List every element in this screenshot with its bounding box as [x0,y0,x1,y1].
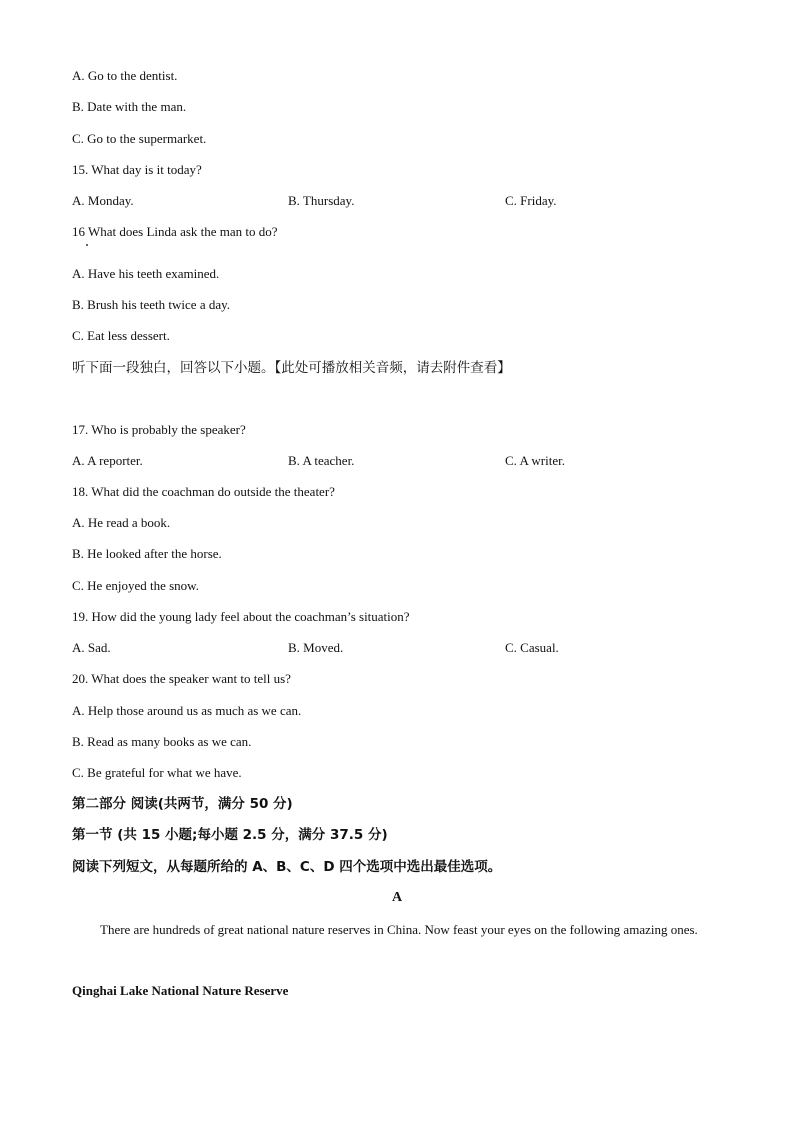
q19-option-b: B. Moved. [288,640,344,655]
q17-option-a: A. A reporter. [72,453,143,468]
q16-question: 16 What does Linda ask the man to do? [72,224,278,239]
q17-question: 17. Who is probably the speaker? [72,422,246,437]
subheading: Qinghai Lake National Nature Reserve [72,983,289,998]
q16-option-c: C. Eat less dessert. [72,328,170,343]
reading-instruction: 阅读下列短文，从每题所给的 A、B、C、D 四个选项中选出最佳选项。 [72,859,502,875]
q15-option-b: B. Thursday. [288,193,355,208]
q15-option-a: A. Monday. [72,193,134,208]
q14-option-c: C. Go to the supermarket. [72,131,207,146]
q18-option-b: B. He looked after the horse. [72,546,222,561]
q15-option-c: C. Friday. [505,193,557,208]
q16-option-b: B. Brush his teeth twice a day. [72,297,231,312]
q15-question: 15. What day is it today? [72,162,202,177]
q17-option-b: B. A teacher. [288,453,355,468]
monologue-instruction: 听下面一段独白，回答以下小题。【此处可播放相关音频，请去附件查看】 [72,360,511,376]
q20-option-b: B. Read as many books as we can. [72,734,252,749]
q19-option-c: C. Casual. [505,640,559,655]
q14-option-b: B. Date with the man. [72,99,187,114]
q19-question: 19. How did the young lady feel about the coachman’s situation? [72,609,410,624]
q16-option-a: A. Have his teeth examined. [72,266,220,281]
q17-option-c: C. A writer. [505,453,565,468]
q20-question: 20. What does the speaker want to tell us? [72,671,291,686]
q20-option-a: A. Help those around us as much as we can. [72,703,302,718]
part2-title: 第二部分 阅读(共两节，满分 50 分) [72,796,293,812]
q18-option-a: A. He read a book. [72,515,171,530]
q18-option-c: C. He enjoyed the snow. [72,578,199,593]
q14-option-a: A. Go to the dentist. [72,68,178,83]
passage-label: A [391,890,403,905]
section1-title: 第一节 (共 15 小题;每小题 2.5 分，满分 37.5 分) [72,827,388,843]
stray-dot [86,244,88,246]
q20-option-c: C. Be grateful for what we have. [72,765,242,780]
q19-option-a: A. Sad. [72,640,111,655]
passage-intro: There are hundreds of great national nature reserves in China. Now feast your eyes on the following amazing ones. [100,922,698,937]
q18-question: 18. What did the coachman do outside the theater? [72,484,335,499]
